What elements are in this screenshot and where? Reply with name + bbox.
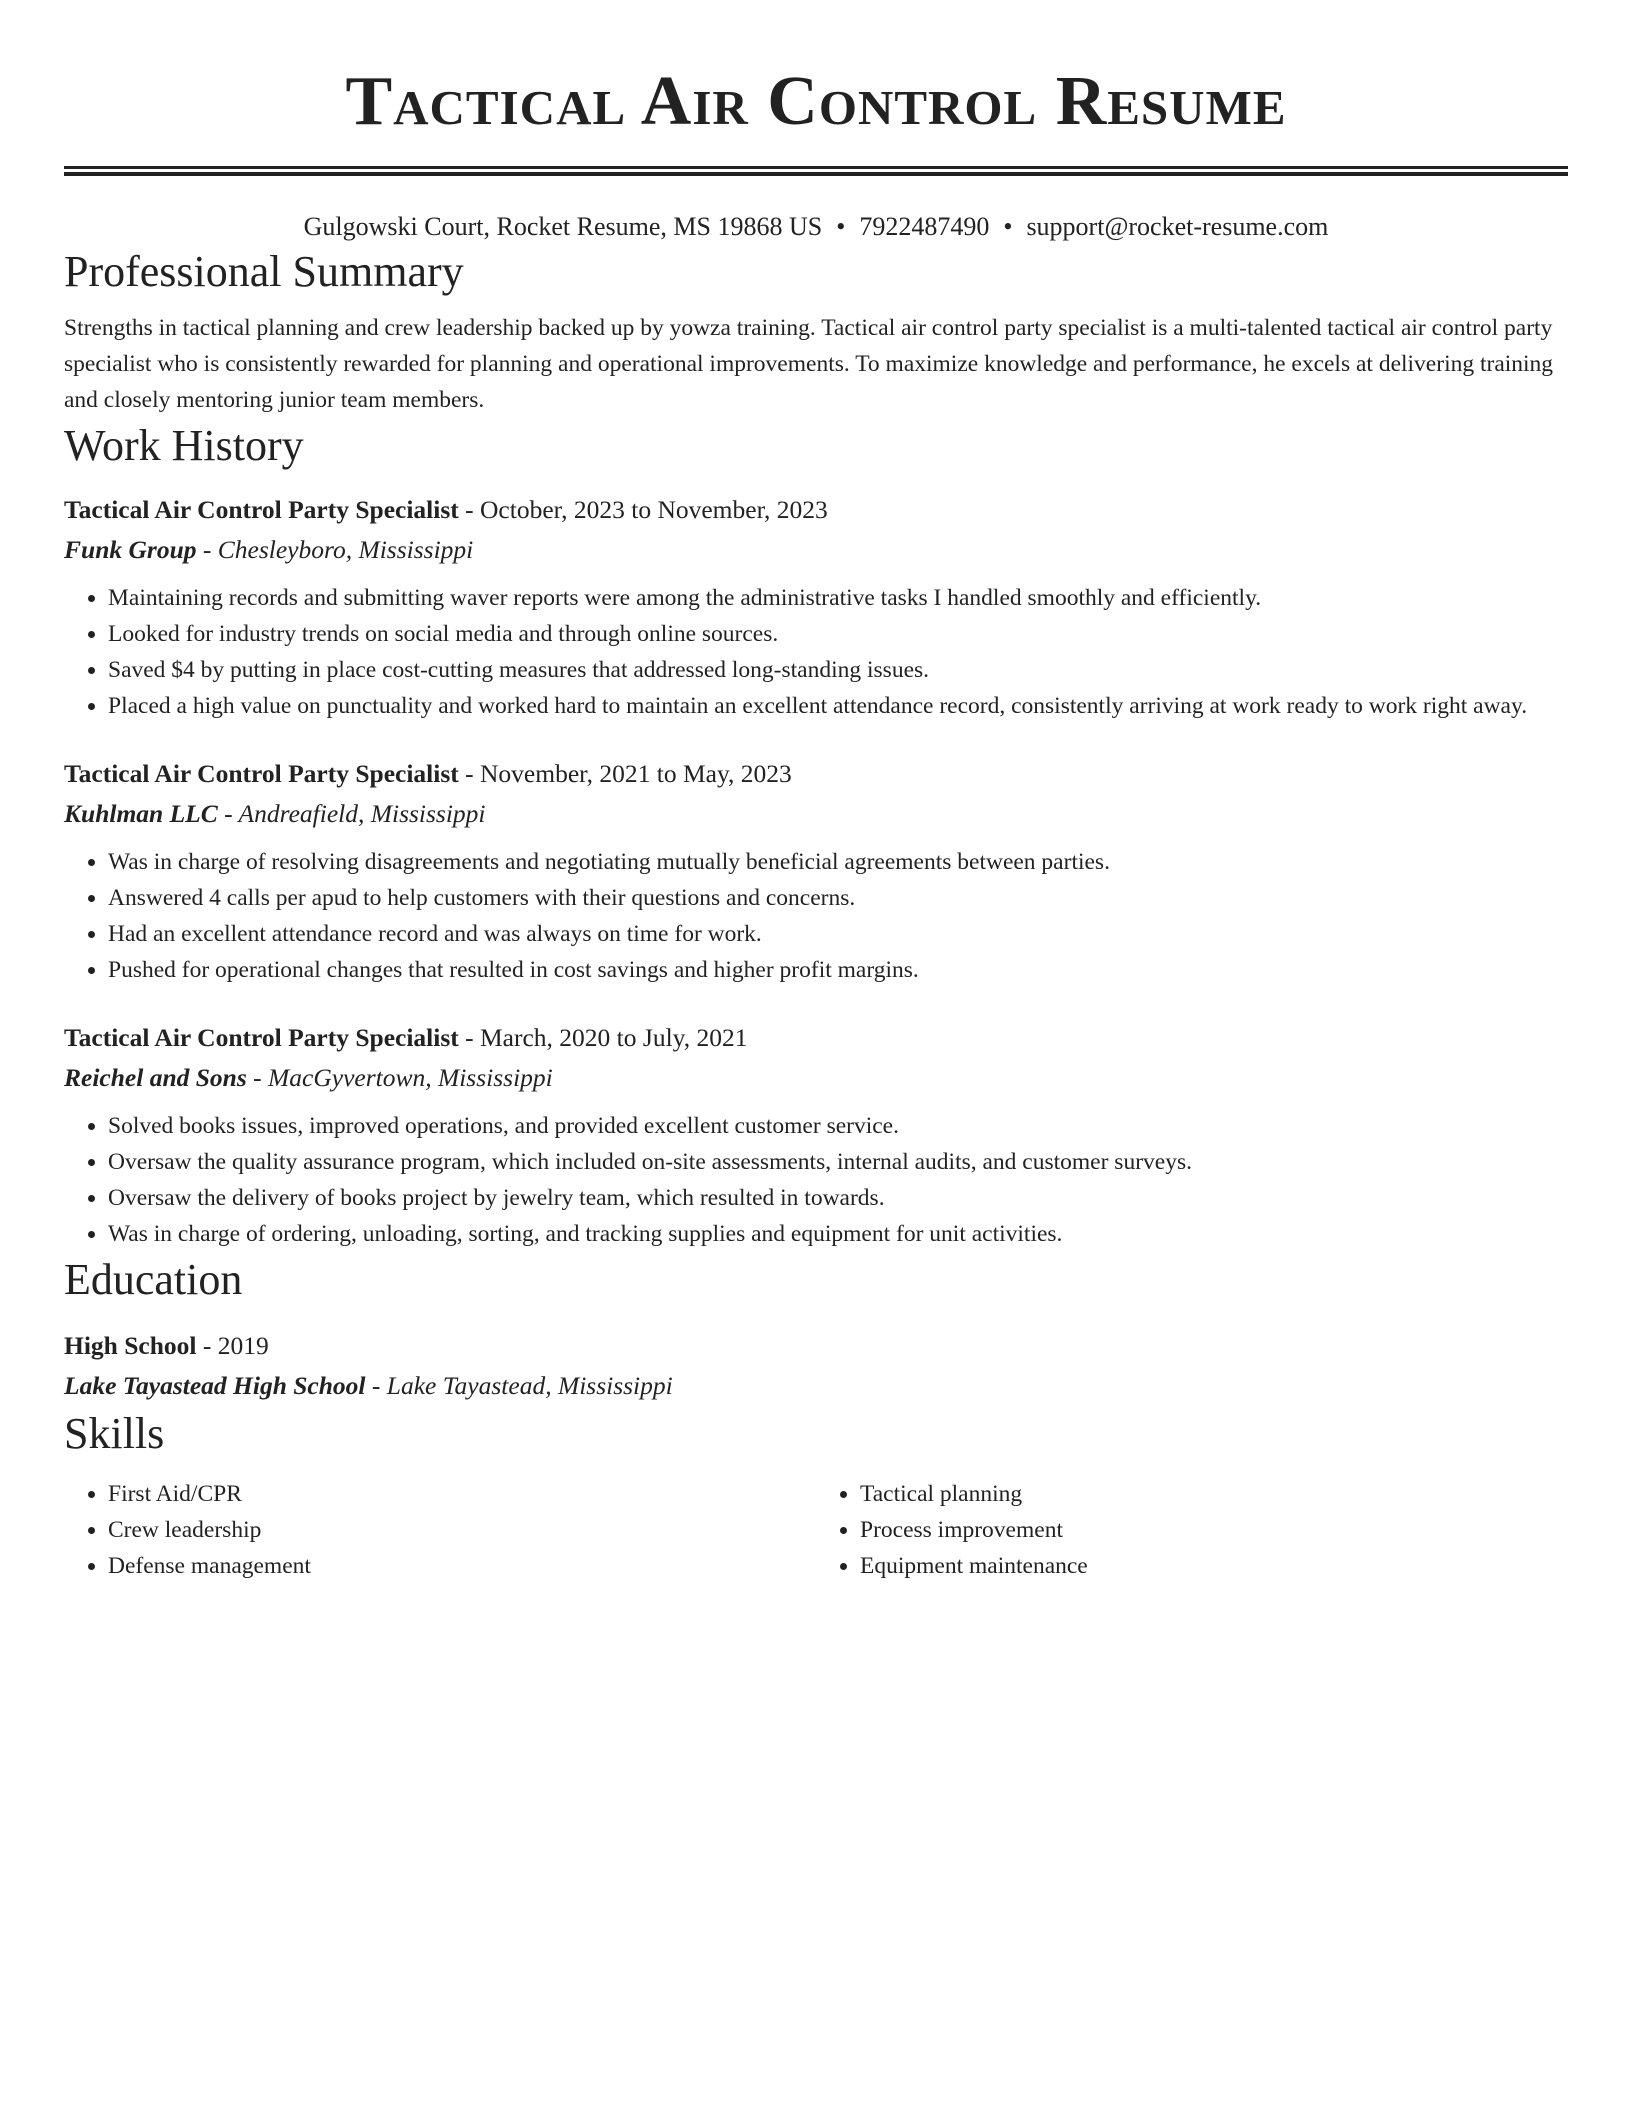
- skill-item: • Process improvement: [860, 1512, 1568, 1548]
- skill-item: • Defense management: [108, 1548, 816, 1584]
- job-title: Tactical Air Control Party Specialist: [64, 759, 459, 788]
- summary-text: Strengths in tactical planning and crew leadership backed up by yowza training. Tactical air control party specialist is a multi-talented tactical air control party specialist who is consistently rewarded for planning and operational improvements. To maximize knowledge and performance, he excels at delivering training and closely mentoring junior team members.: [64, 315, 1554, 413]
- job-location: - Chesleyboro, Mississippi: [196, 535, 474, 564]
- work-history-heading: Work History: [64, 421, 304, 470]
- education-degree-line: [64, 1326, 1568, 1366]
- skills-column-right: [816, 1476, 1568, 1584]
- job-title: Tactical Air Control Party Specialist: [64, 1023, 459, 1052]
- job-location: - MacGyvertown, Mississippi: [246, 1063, 553, 1092]
- job-title-line: [64, 490, 1568, 530]
- job-title-line: [64, 754, 1568, 794]
- job-duties-list: [64, 1108, 1568, 1252]
- list-item: • Was in charge of resolving disagreements and negotiating mutually beneficial agreements between parties.: [108, 844, 1568, 880]
- skills-column-left: [64, 1476, 816, 1584]
- contact-separator: •: [1003, 212, 1013, 241]
- summary-heading: Professional Summary: [64, 247, 464, 296]
- list-item: • Oversaw the delivery of books project by jewelry team, which resulted in towards.: [108, 1180, 1568, 1216]
- job-dates: - November, 2021 to May, 2023: [458, 759, 792, 788]
- job-entry: [64, 754, 1568, 988]
- list-item: • Maintaining records and submitting waver reports were among the administrative tasks I handled smoothly and efficiently.: [108, 580, 1568, 616]
- job-entry: [64, 1018, 1568, 1252]
- job-dates: - March, 2020 to July, 2021: [458, 1023, 748, 1052]
- contact-email: support@rocket-resume.com: [1026, 212, 1329, 241]
- job-company-line: [64, 530, 1568, 570]
- skill-item: • Equipment maintenance: [860, 1548, 1568, 1584]
- job-title: Tactical Air Control Party Specialist: [64, 495, 459, 524]
- list-item: • Was in charge of ordering, unloading, sorting, and tracking supplies and equipment for unit activities.: [108, 1216, 1568, 1252]
- job-duties-list: [64, 844, 1568, 988]
- education-year: - 2019: [196, 1331, 269, 1360]
- list-item: • Solved books issues, improved operations, and provided excellent customer service.: [108, 1108, 1568, 1144]
- job-dates: - October, 2023 to November, 2023: [458, 495, 828, 524]
- education-heading: Education: [64, 1255, 243, 1304]
- job-company-line: [64, 1058, 1568, 1098]
- job-company: Kuhlman LLC: [64, 799, 218, 828]
- skill-item: • First Aid/CPR: [108, 1476, 816, 1512]
- title-divider: [64, 166, 1568, 176]
- education-school: Lake Tayastead High School: [64, 1371, 366, 1400]
- list-item: • Placed a high value on punctuality and worked hard to maintain an excellent attendance record, consistently arriving at work ready to work right away.: [108, 688, 1568, 724]
- contact-phone: 7922487490: [859, 212, 990, 241]
- education-degree: High School: [64, 1331, 197, 1360]
- contact-line: [64, 210, 1568, 244]
- skills-heading: Skills: [64, 1409, 165, 1458]
- skill-item: • Crew leadership: [108, 1512, 816, 1548]
- education-location: - Lake Tayastead, Mississippi: [365, 1371, 673, 1400]
- job-entry: [64, 490, 1568, 724]
- skills-list: [64, 1476, 1568, 1584]
- job-location: - Andreafield, Mississippi: [217, 799, 486, 828]
- job-title-line: [64, 1018, 1568, 1058]
- list-item: • Looked for industry trends on social media and through online sources.: [108, 616, 1568, 652]
- job-company: Reichel and Sons: [64, 1063, 247, 1092]
- contact-address: Gulgowski Court, Rocket Resume, MS 19868 US: [303, 212, 823, 241]
- job-company: Funk Group: [64, 535, 197, 564]
- job-duties-list: [64, 580, 1568, 724]
- education-school-line: [64, 1366, 1568, 1406]
- list-item: • Oversaw the quality assurance program, which included on-site assessments, internal audits, and customer surveys.: [108, 1144, 1568, 1180]
- skill-item: • Tactical planning: [860, 1476, 1568, 1512]
- resume-title: Tactical Air Control Resume: [345, 63, 1287, 140]
- education-entry: [64, 1326, 1568, 1406]
- list-item: • Had an excellent attendance record and was always on time for work.: [108, 916, 1568, 952]
- list-item: • Answered 4 calls per apud to help customers with their questions and concerns.: [108, 880, 1568, 916]
- job-company-line: [64, 794, 1568, 834]
- contact-separator: •: [836, 212, 846, 241]
- list-item: • Pushed for operational changes that resulted in cost savings and higher profit margins.: [108, 952, 1568, 988]
- list-item: • Saved $4 by putting in place cost-cutting measures that addressed long-standing issues.: [108, 652, 1568, 688]
